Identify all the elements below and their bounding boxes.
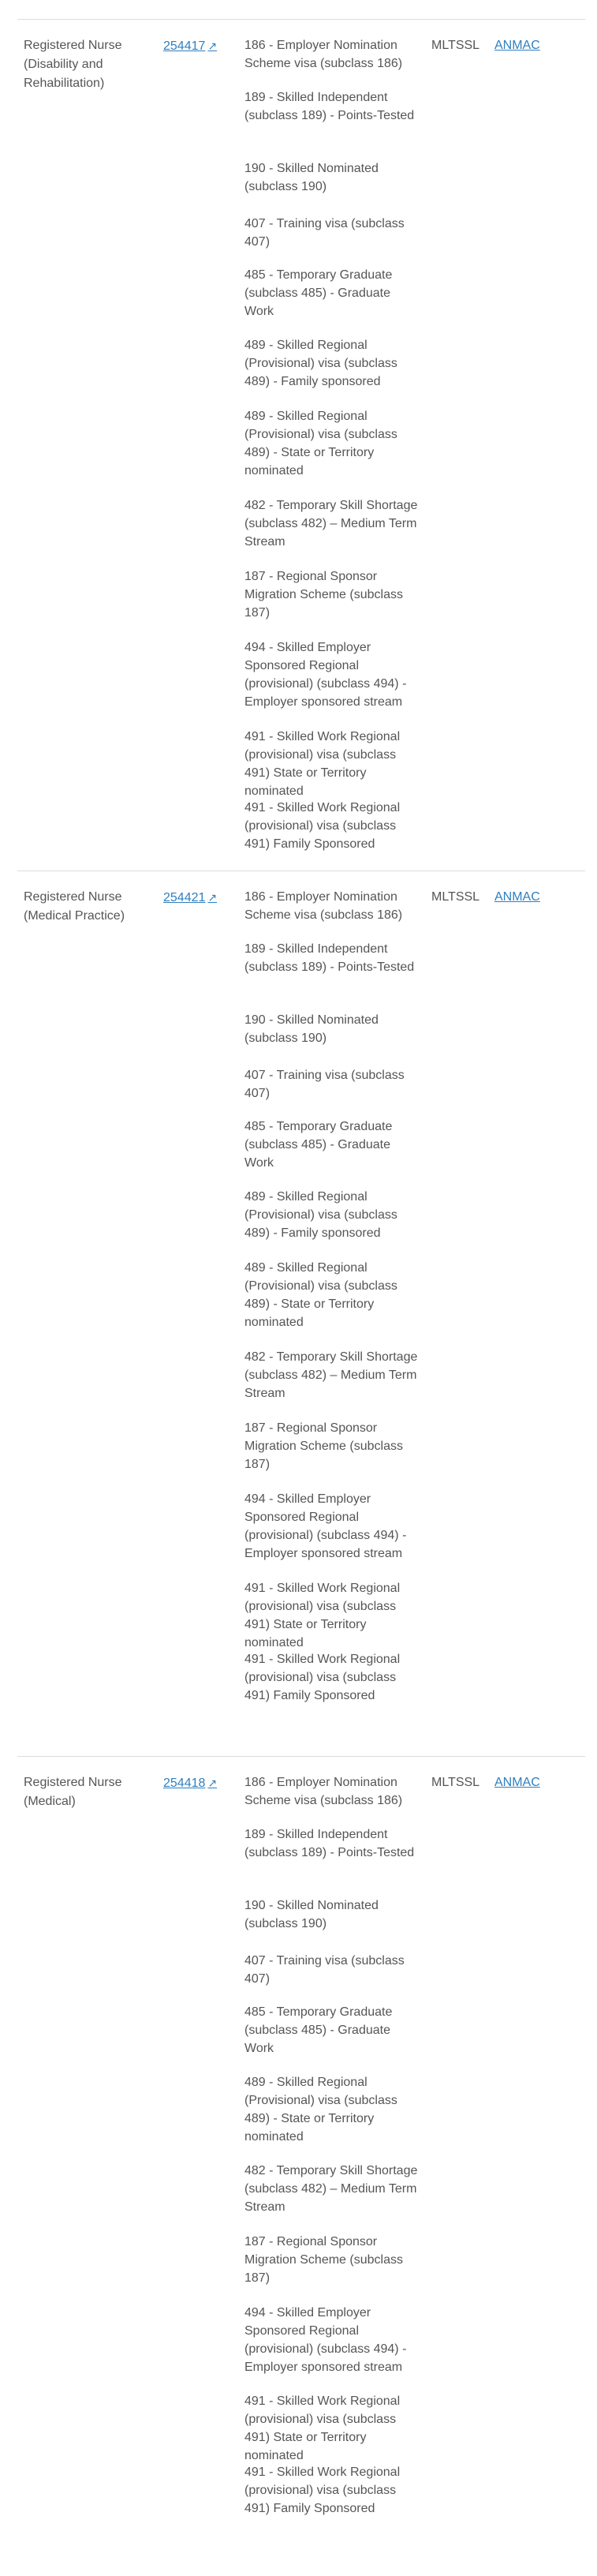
skill-list-name: MLTSSL — [431, 39, 480, 52]
visa-item: 482 - Temporary Skill Shortage (subclass 482) – Medium Term Stream — [244, 499, 418, 549]
occupation-name: Registered Nurse (Disability and Rehabilitation) — [24, 39, 122, 90]
anzsco-code: 254421 — [163, 891, 206, 904]
visa-item: 485 - Temporary Graduate (subclass 485) - Graduate Work — [244, 268, 393, 318]
visa-item: 189 - Skilled Independent (subclass 189) - Points-Tested — [244, 942, 415, 974]
visa-item: 482 - Temporary Skill Shortage (subclass 482) – Medium Term Stream — [244, 2164, 418, 2214]
visa-item: 187 - Regional Sponsor Migration Scheme (subclass 187) — [244, 570, 403, 620]
row-divider — [17, 1756, 585, 1757]
assessing-authority-link[interactable]: ANMAC — [494, 1776, 540, 1789]
visa-item: 489 - Skilled Regional (Provisional) visa (subclass 489) - State or Territory nominated — [244, 1261, 397, 1329]
visa-item: 482 - Temporary Skill Shortage (subclass 482) – Medium Term Stream — [244, 1350, 418, 1400]
visa-item: 489 - Skilled Regional (Provisional) visa (subclass 489) - State or Territory nominated — [244, 410, 397, 477]
occupation-name: Registered Nurse (Medical Practice) — [24, 890, 125, 923]
visa-item: 186 - Employer Nomination Scheme visa (subclass 186) — [244, 1776, 403, 1807]
visa-item: 494 - Skilled Employer Sponsored Regional (provisional) (subclass 494) - Employer sponsored stream — [244, 2306, 407, 2374]
external-link-icon: ↗ — [207, 39, 218, 52]
visa-item: 491 - Skilled Work Regional (provisional) visa (subclass 491) Family Sponsored — [244, 801, 401, 851]
visa-item: 485 - Temporary Graduate (subclass 485) - Graduate Work — [244, 1120, 393, 1170]
visa-item: 485 - Temporary Graduate (subclass 485) - Graduate Work — [244, 2005, 393, 2055]
visa-item: 407 - Training visa (subclass 407) — [244, 217, 405, 249]
assessing-authority-link[interactable]: ANMAC — [494, 39, 540, 52]
visa-item: 489 - Skilled Regional (Provisional) visa (subclass 489) - Family sponsored — [244, 339, 397, 388]
visa-item: 189 - Skilled Independent (subclass 189) - Points-Tested — [244, 1828, 415, 1859]
external-link-icon: ↗ — [207, 1777, 218, 1789]
skill-list-name: MLTSSL — [431, 1776, 480, 1789]
visa-item: 190 - Skilled Nominated (subclass 190) — [244, 1013, 379, 1045]
visa-item: 491 - Skilled Work Regional (provisional) visa (subclass 491) State or Territory nominated — [244, 730, 401, 798]
anzsco-code-link[interactable] — [163, 1773, 217, 1793]
assessing-authority-link[interactable]: ANMAC — [494, 890, 540, 904]
visa-item: 491 - Skilled Work Regional (provisional) visa (subclass 491) Family Sponsored — [244, 2466, 401, 2515]
anzsco-code-link[interactable] — [163, 888, 217, 908]
visa-item: 407 - Training visa (subclass 407) — [244, 1954, 405, 1986]
visa-item: 494 - Skilled Employer Sponsored Regional (provisional) (subclass 494) - Employer sponsored stream — [244, 1492, 407, 1560]
visa-item: 190 - Skilled Nominated (subclass 190) — [244, 162, 379, 193]
anzsco-code: 254418 — [163, 1777, 206, 1790]
visa-item: 187 - Regional Sponsor Migration Scheme (subclass 187) — [244, 2235, 403, 2285]
visa-item: 407 - Training visa (subclass 407) — [244, 1069, 405, 1100]
visa-item: 491 - Skilled Work Regional (provisional) visa (subclass 491) State or Territory nominated — [244, 2394, 401, 2462]
visa-item: 489 - Skilled Regional (Provisional) visa (subclass 489) - State or Territory nominated — [244, 2076, 397, 2144]
visa-item: 494 - Skilled Employer Sponsored Regional (provisional) (subclass 494) - Employer sponsored stream — [244, 641, 407, 709]
skill-list-name: MLTSSL — [431, 890, 480, 904]
anzsco-code-link[interactable] — [163, 36, 217, 56]
visa-item: 186 - Employer Nomination Scheme visa (subclass 186) — [244, 890, 403, 922]
external-link-icon: ↗ — [207, 891, 218, 904]
visa-item: 189 - Skilled Independent (subclass 189) - Points-Tested — [244, 91, 415, 122]
visa-item: 491 - Skilled Work Regional (provisional) visa (subclass 491) State or Territory nominated — [244, 1582, 401, 1649]
anzsco-code: 254417 — [163, 39, 206, 53]
visa-item: 491 - Skilled Work Regional (provisional) visa (subclass 491) Family Sponsored — [244, 1653, 401, 1702]
occupation-name: Registered Nurse (Medical) — [24, 1776, 122, 1808]
visa-item: 489 - Skilled Regional (Provisional) visa (subclass 489) - Family sponsored — [244, 1190, 397, 1240]
visa-item: 187 - Regional Sponsor Migration Scheme (subclass 187) — [244, 1421, 403, 1471]
visa-item: 186 - Employer Nomination Scheme visa (subclass 186) — [244, 39, 403, 70]
table-top-rule — [17, 19, 585, 20]
visa-item: 190 - Skilled Nominated (subclass 190) — [244, 1899, 379, 1930]
